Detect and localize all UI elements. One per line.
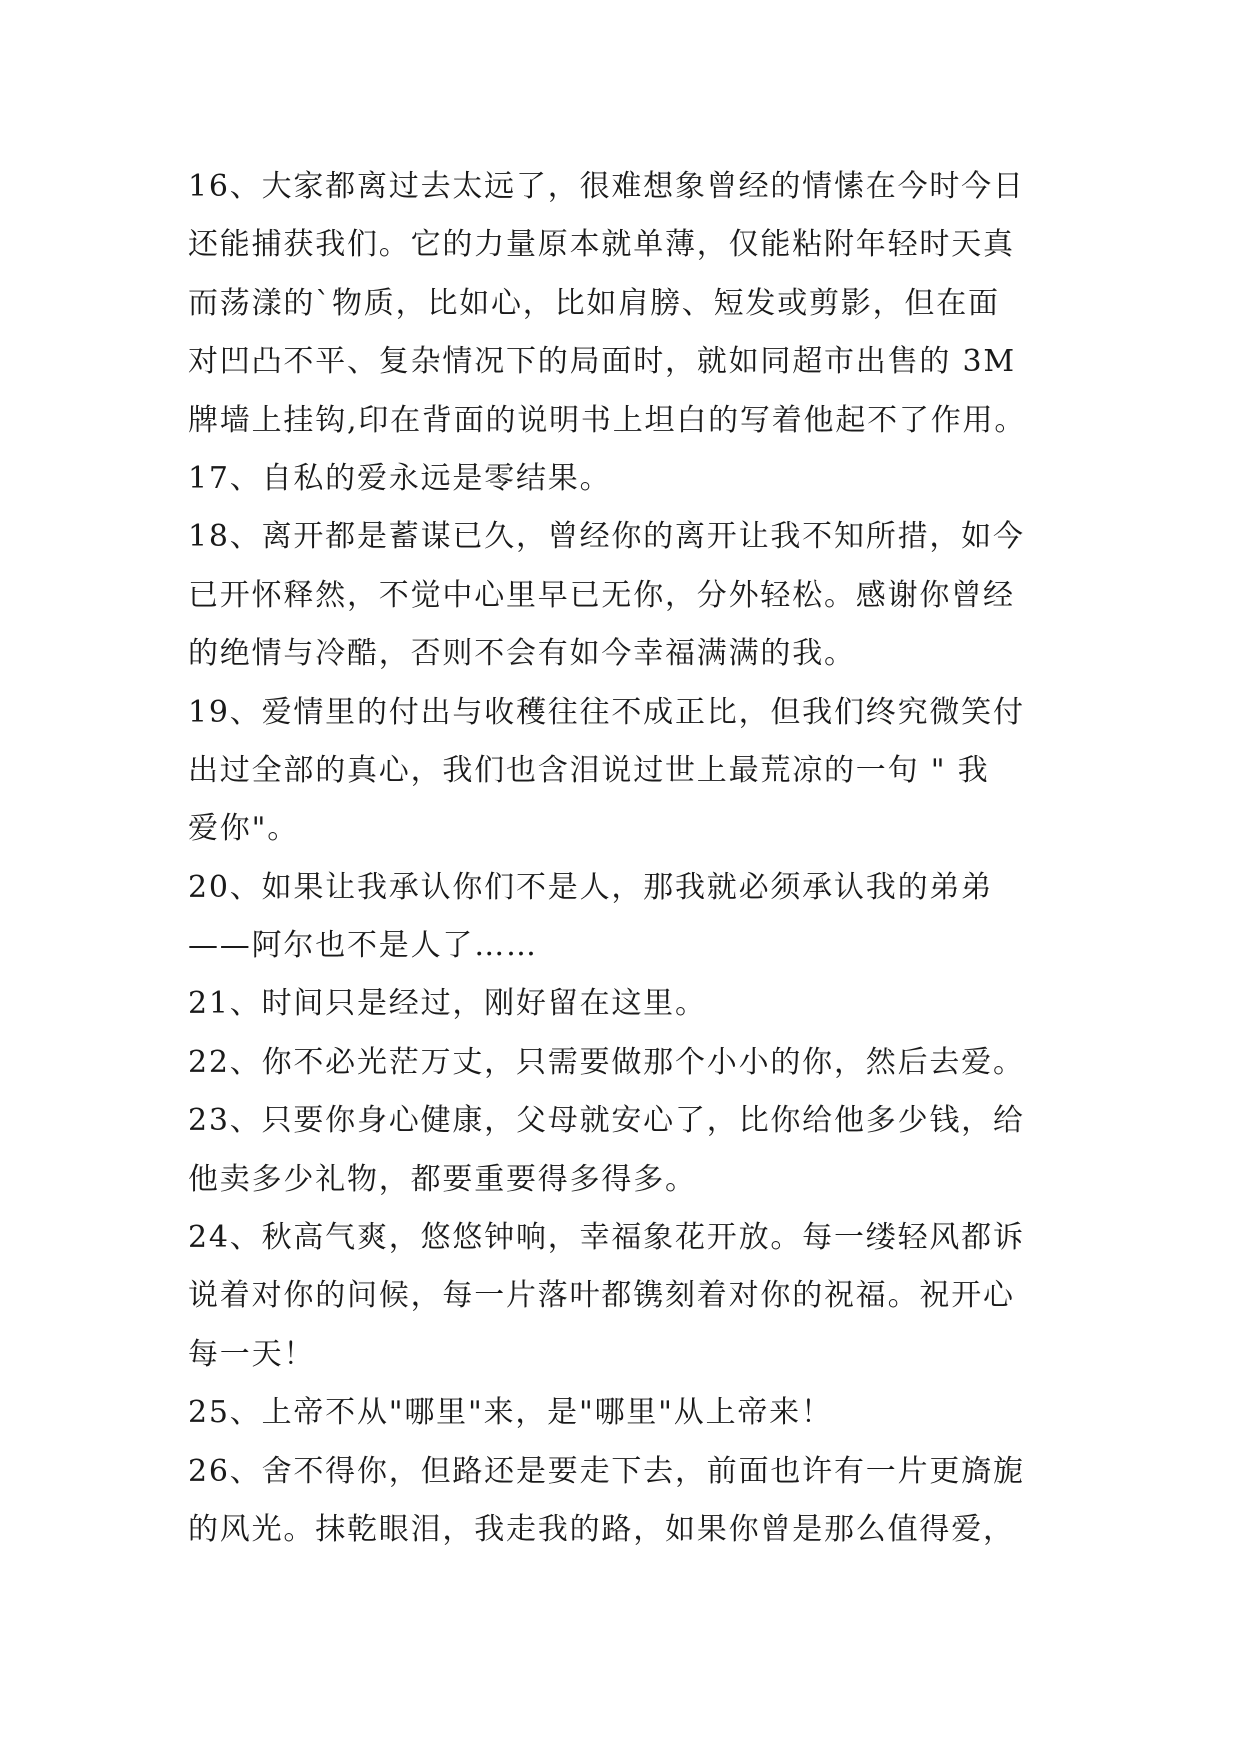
text-line: 20、如果让我承认你们不是人，那我就必须承认我的弟弟 xyxy=(188,869,993,905)
text-line: 23、只要你身心健康，父母就安心了，比你给他多少钱，给 xyxy=(188,1103,1025,1139)
text-line: 还能捕获我们。它的力量原本就单薄，仅能粘附年轻时天真 xyxy=(188,227,1015,263)
text-line: 26、舍不得你，但路还是要走下去，前面也许有一片更旖旎 xyxy=(188,1453,1025,1489)
text-line: 24、秋高气爽，悠悠钟响，幸福象花开放。每一缕轻风都诉 xyxy=(188,1220,1025,1256)
text-line: 的风光。抹乾眼泪，我走我的路，如果你曾是那么值得爱， xyxy=(188,1511,1015,1547)
text-line: 18、离开都是蓄谋已久，曾经你的离开让我不知所措，如今 xyxy=(188,519,1025,555)
text-line: 16、大家都离过去太远了，很难想象曾经的情愫在今时今日 xyxy=(188,169,1025,204)
text-line: 22、你不必光茫万丈，只需要做那个小小的你，然后去爱。 xyxy=(188,1044,1025,1080)
text-line: 而荡漾的`物质，比如心，比如肩膀、短发或剪影，但在面 xyxy=(188,285,1000,321)
text-line: 牌墙上挂钩,印在背面的说明书上坦白的写着他起不了作用。 xyxy=(188,402,1027,438)
text-line: 每一天！ xyxy=(188,1336,316,1372)
text-line: 21、时间只是经过，刚好留在这里。 xyxy=(188,986,707,1022)
text-line: 19、爱情里的付出与收穫往往不成正比，但我们终究微笑付 xyxy=(188,694,1025,730)
text-line: 25、上帝不从"哪里"来，是"哪里"从上帝来！ xyxy=(188,1395,833,1431)
text-line: ——阿尔也不是人了…… xyxy=(188,928,538,964)
text-line: 爱你"。 xyxy=(188,811,299,847)
text-line: 对凹凸不平、复杂情况下的局面时，就如同超市出售的 3M xyxy=(188,344,1016,380)
text-line: 出过全部的真心，我们也含泪说过世上最荒凉的一句 " 我 xyxy=(188,752,990,788)
document-body xyxy=(188,158,1068,1559)
text-line: 他卖多少礼物，都要重要得多得多。 xyxy=(188,1161,697,1197)
text-line: 17、自私的爱永远是零结果。 xyxy=(188,460,612,496)
text-line: 已开怀释然，不觉中心里早已无你，分外轻松。感谢你曾经 xyxy=(188,577,1015,613)
text-line: 的绝情与冷酷，否则不会有如今幸福满满的我。 xyxy=(188,636,856,672)
text-line: 说着对你的问候，每一片落叶都镌刻着对你的祝福。祝开心 xyxy=(188,1278,1015,1314)
